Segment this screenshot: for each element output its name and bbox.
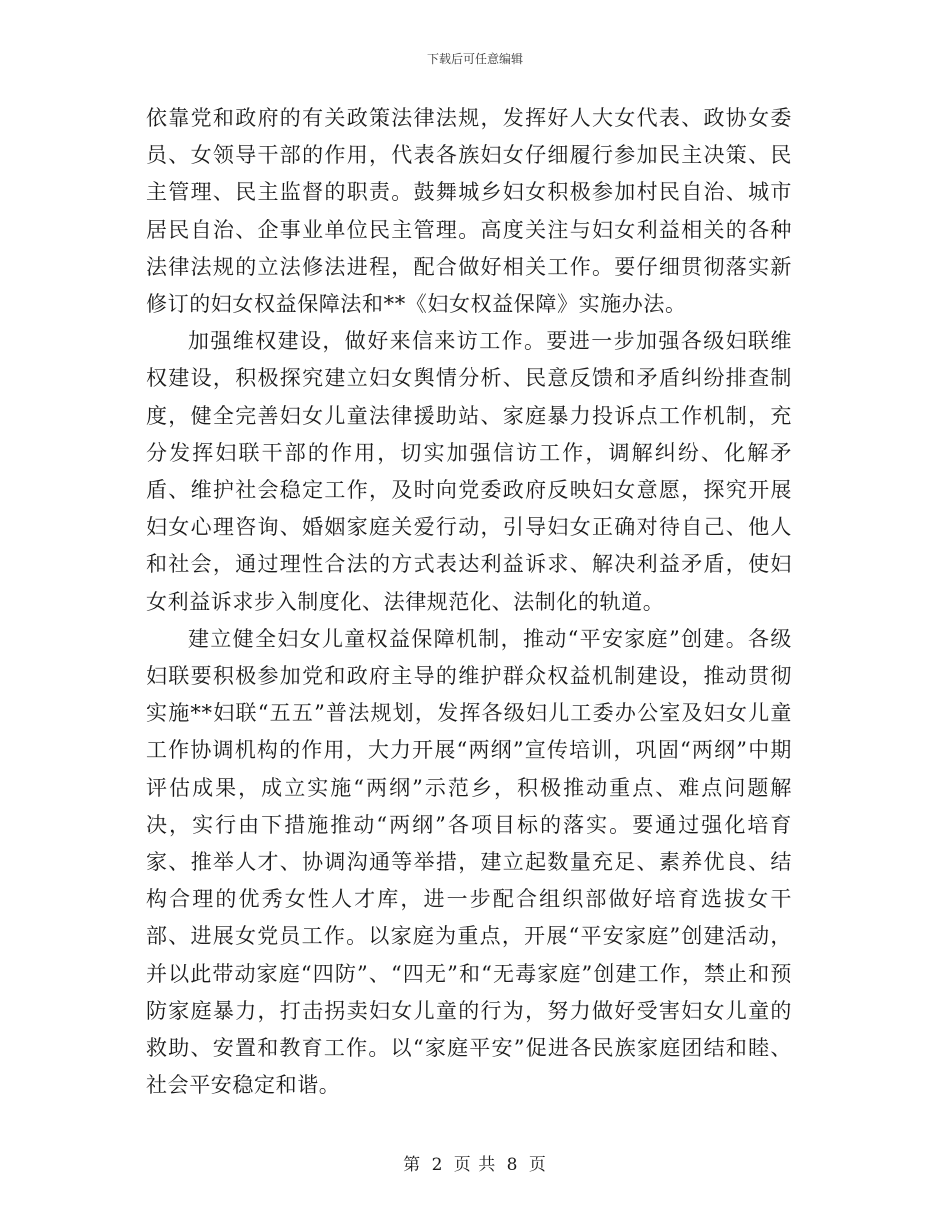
footer-page-number: 2 [431,1155,444,1175]
paragraph-2: 加强维权建设，做好来信来访工作。要进一步加强各级妇联维权建设，积极探究建立妇女舆情分析、民意反馈和矛盾纠纷排查制度，健全完善妇女儿童法律援助站、家庭暴力投诉点工作机制，充分发挥妇联干部的作用，切实加强信访工作，调解纠纷、化解矛盾、维护社会稳定工作，及时向党委政府反映妇女意愿，探究开展妇女心理咨询、婚姻家庭关爱行动，引导妇女正确对待自己、他人和社会，通过理性合法的方式表达利益诉求、解决利益矛盾，使妇女利益诉求步入制度化、法律规范化、法制化的轨道。 [146,329,792,614]
footer-total-pages: 8 [506,1155,519,1175]
page-footer [0,1150,950,1175]
footer-mid: 页 共 [453,1155,497,1175]
document-body [146,100,792,1104]
paragraph-1: 依靠党和政府的有关政策法律法规，发挥好人大女代表、政协女委员、女领导干部的作用，代表各族妇女仔细履行参加民主决策、民主管理、民主监督的职责。鼓舞城乡妇女积极参加村民自治、城市居民自治、企事业单位民主管理。高度关注与妇女利益相关的各种法律法规的立法修法进程，配合做好相关工作。要仔细贯彻落实新修订的妇女权益保障法和**《妇女权益保障》实施办法。 [146,106,792,317]
page-header: 下载后可任意编辑 [426,52,523,66]
footer-suffix: 页 [528,1155,547,1175]
paragraph-3: 建立健全妇女儿童权益保障机制，推动“平安家庭”创建。各级妇联要积极参加党和政府主导的维护群众权益机制建设，推动贯彻实施**妇联“五五”普法规划，发挥各级妇儿工委办公室及妇女儿童工作协调机构的作用，大力开展“两纲”宣传培训，巩固“两纲”中期评估成果，成立实施“两纲”示范乡，积极推动重点、难点问题解决，实行由下措施推动“两纲”各项目标的落实。要通过强化培育家、推举人才、协调沟通等举措，建立起数量充足、素养优良、结构合理的优秀女性人才库，进一步配合组织部做好培育选拔女干部、进展女党员工作。以家庭为重点，开展“平安家庭”创建活动，并以此带动家庭“四防”、“四无”和“无毒家庭”创建工作，禁止和预防家庭暴力，打击拐卖妇女儿童的行为，努力做好受害妇女儿童的救助、安置和教育工作。以“家庭平安”促进各民族家庭团结和睦、社会平安稳定和谐。 [146,626,792,1098]
footer-prefix: 第 [403,1155,422,1175]
